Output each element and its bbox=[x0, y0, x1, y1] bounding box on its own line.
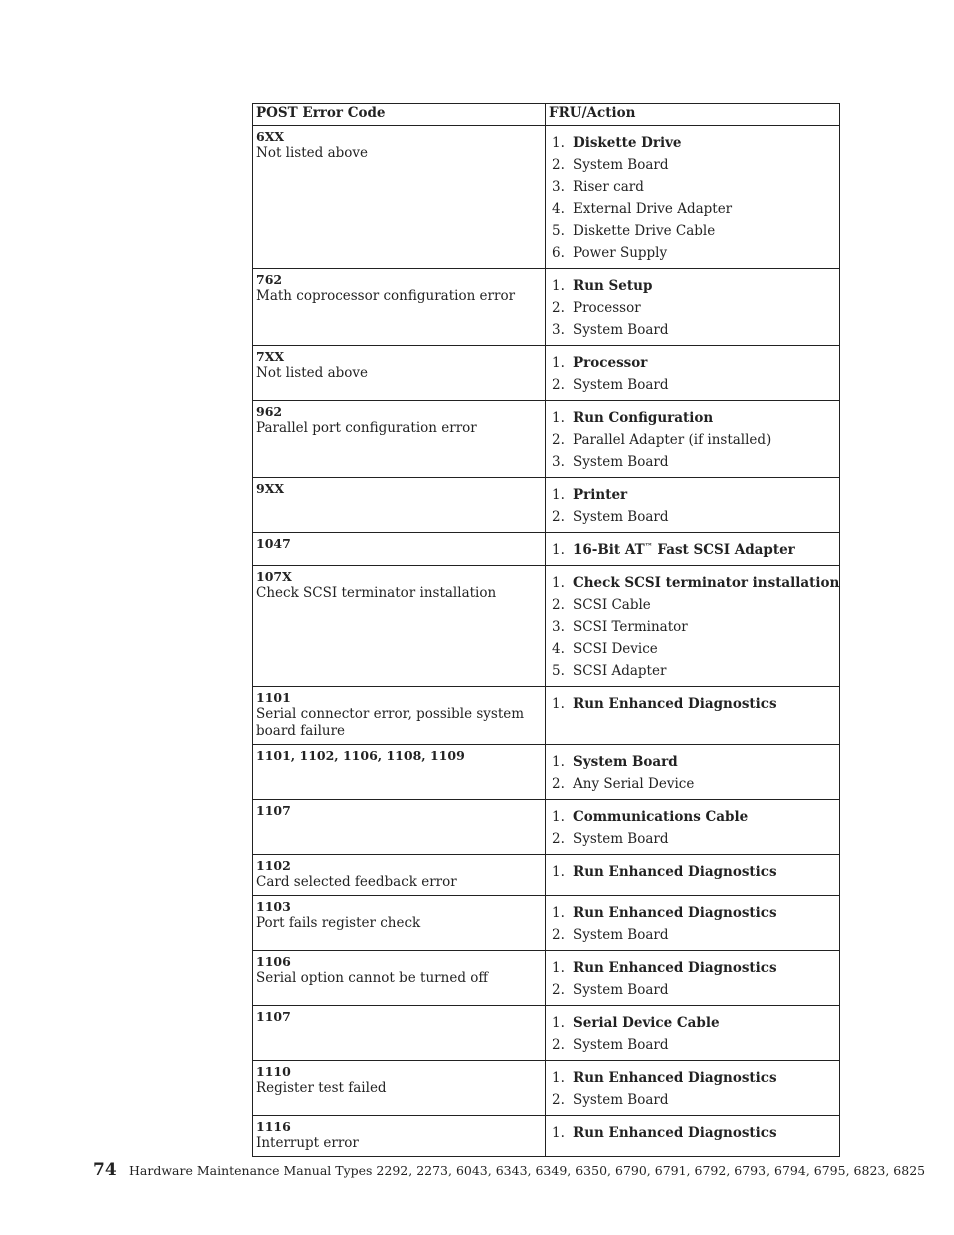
fru-action-cell bbox=[546, 745, 840, 800]
error-description: Check SCSI terminator installation bbox=[256, 585, 497, 601]
action-label: Run Enhanced Diagnostics bbox=[573, 960, 777, 976]
action-label: Diskette Drive Cable bbox=[573, 223, 716, 239]
error-description: Not listed above bbox=[256, 365, 369, 381]
page-number: 74 bbox=[93, 1160, 117, 1180]
error-code: 1110 bbox=[256, 1064, 291, 1079]
error-code: 762 bbox=[256, 272, 283, 287]
action-item bbox=[549, 407, 836, 429]
error-description: Serial connector error, possible system board failure bbox=[256, 706, 525, 739]
action-number: 1. bbox=[552, 278, 565, 294]
action-item bbox=[549, 1034, 836, 1056]
action-number: 1. bbox=[552, 355, 565, 371]
action-number: 2. bbox=[552, 1037, 565, 1053]
action-number: 1. bbox=[552, 135, 565, 151]
action-label: Processor bbox=[573, 355, 648, 371]
action-label: Processor bbox=[573, 300, 641, 316]
action-item bbox=[549, 242, 836, 264]
table-row bbox=[253, 533, 840, 566]
action-number: 1. bbox=[552, 960, 565, 976]
table-row bbox=[253, 800, 840, 855]
error-code-cell bbox=[253, 745, 546, 800]
action-item bbox=[549, 660, 836, 682]
footer-text: Hardware Maintenance Manual Types 2292, 2273, 6043, 6343, 6349, 6350, 6790, 6791, 6792, 6793, 6794, 6795, 6823, 6825 bbox=[129, 1163, 926, 1178]
fru-action-cell bbox=[546, 855, 840, 896]
error-code-cell bbox=[253, 1116, 546, 1157]
action-number: 4. bbox=[552, 641, 565, 657]
action-label: SCSI Cable bbox=[573, 597, 651, 613]
fru-action-cell bbox=[546, 566, 840, 687]
action-number: 3. bbox=[552, 179, 565, 195]
error-code: 1102 bbox=[256, 858, 291, 873]
action-item bbox=[549, 902, 836, 924]
action-number: 1. bbox=[552, 905, 565, 921]
action-item bbox=[549, 539, 836, 561]
action-label: Printer bbox=[573, 487, 628, 503]
action-number: 2. bbox=[552, 1092, 565, 1108]
action-label: Run Enhanced Diagnostics bbox=[573, 696, 777, 712]
action-label: Parallel Adapter (if installed) bbox=[573, 432, 772, 448]
action-number: 6. bbox=[552, 245, 565, 261]
error-code-cell bbox=[253, 951, 546, 1006]
fru-action-cell bbox=[546, 1116, 840, 1157]
table-row bbox=[253, 346, 840, 401]
action-item bbox=[549, 1122, 836, 1144]
action-item bbox=[549, 297, 836, 319]
action-label: System Board bbox=[573, 1092, 669, 1108]
error-code: 9XX bbox=[256, 481, 285, 496]
fru-action-cell bbox=[546, 800, 840, 855]
error-code-cell bbox=[253, 855, 546, 896]
table-row bbox=[253, 269, 840, 346]
action-number: 4. bbox=[552, 201, 565, 217]
action-item bbox=[549, 275, 836, 297]
fru-action-cell bbox=[546, 1006, 840, 1061]
error-code-cell bbox=[253, 126, 546, 269]
fru-action-cell bbox=[546, 533, 840, 566]
table-header-row bbox=[253, 104, 840, 126]
error-code: 1103 bbox=[256, 899, 291, 914]
fru-action-cell bbox=[546, 687, 840, 745]
action-number: 2. bbox=[552, 831, 565, 847]
action-number: 1. bbox=[552, 575, 565, 591]
error-code: 107X bbox=[256, 569, 292, 584]
error-description: Not listed above bbox=[256, 145, 369, 161]
action-list bbox=[549, 128, 836, 264]
action-label: System Board bbox=[573, 927, 669, 943]
action-label: System Board bbox=[573, 831, 669, 847]
action-label: Run Configuration bbox=[573, 410, 714, 426]
fru-action-cell bbox=[546, 1061, 840, 1116]
action-number: 2. bbox=[552, 432, 565, 448]
error-description: Port fails register check bbox=[256, 915, 421, 931]
action-item bbox=[549, 1089, 836, 1111]
fru-action-cell bbox=[546, 269, 840, 346]
action-number: 3. bbox=[552, 619, 565, 635]
action-label: System Board bbox=[573, 509, 669, 525]
action-label: System Board bbox=[573, 157, 669, 173]
action-number: 1. bbox=[552, 410, 565, 426]
action-label: SCSI Adapter bbox=[573, 663, 667, 679]
fru-action-cell bbox=[546, 126, 840, 269]
error-code-cell bbox=[253, 687, 546, 745]
action-label: Serial Device Cable bbox=[573, 1015, 720, 1031]
action-number: 1. bbox=[552, 696, 565, 712]
action-label: System Board bbox=[573, 377, 669, 393]
error-code-cell bbox=[253, 800, 546, 855]
action-item bbox=[549, 594, 836, 616]
error-code-cell bbox=[253, 346, 546, 401]
action-number: 2. bbox=[552, 509, 565, 525]
action-label: Any Serial Device bbox=[573, 776, 695, 792]
action-label: System Board bbox=[573, 982, 669, 998]
table-row bbox=[253, 1061, 840, 1116]
action-item bbox=[549, 751, 836, 773]
error-code: 1116 bbox=[256, 1119, 291, 1134]
table-row bbox=[253, 1006, 840, 1061]
table-row bbox=[253, 951, 840, 1006]
error-code: 1101 bbox=[256, 690, 291, 705]
error-description: Math coprocessor configuration error bbox=[256, 288, 516, 304]
error-code-cell bbox=[253, 1061, 546, 1116]
table-row bbox=[253, 478, 840, 533]
table-row bbox=[253, 855, 840, 896]
table-body bbox=[253, 126, 840, 1157]
action-item bbox=[549, 154, 836, 176]
error-code: 7XX bbox=[256, 349, 285, 364]
column-header-post-error-code: POST Error Code bbox=[253, 104, 546, 126]
action-item bbox=[549, 616, 836, 638]
action-number: 1. bbox=[552, 1125, 565, 1141]
fru-action-cell bbox=[546, 896, 840, 951]
action-label: SCSI Terminator bbox=[573, 619, 688, 635]
action-label: Communications Cable bbox=[573, 809, 749, 825]
action-list bbox=[549, 348, 836, 396]
action-item bbox=[549, 773, 836, 795]
action-item bbox=[549, 861, 836, 883]
table-row bbox=[253, 566, 840, 687]
action-label: System Board bbox=[573, 322, 669, 338]
error-code-cell bbox=[253, 478, 546, 533]
error-code-cell bbox=[253, 896, 546, 951]
fru-action-cell bbox=[546, 346, 840, 401]
action-item bbox=[549, 957, 836, 979]
action-item bbox=[549, 1067, 836, 1089]
action-label: External Drive Adapter bbox=[573, 201, 733, 217]
action-number: 2. bbox=[552, 157, 565, 173]
action-list bbox=[549, 271, 836, 341]
action-item bbox=[549, 638, 836, 660]
action-list bbox=[549, 403, 836, 473]
action-list bbox=[549, 953, 836, 1001]
action-number: 1. bbox=[552, 542, 565, 558]
action-item bbox=[549, 176, 836, 198]
error-code: 1107 bbox=[256, 803, 291, 818]
action-label: 16-Bit AT™ Fast SCSI Adapter bbox=[573, 541, 795, 558]
error-description: Interrupt error bbox=[256, 1135, 359, 1151]
action-number: 3. bbox=[552, 322, 565, 338]
action-label: System Board bbox=[573, 754, 678, 770]
action-label: SCSI Device bbox=[573, 641, 658, 657]
error-code-cell bbox=[253, 566, 546, 687]
table-row bbox=[253, 745, 840, 800]
error-code: 1106 bbox=[256, 954, 291, 969]
action-number: 2. bbox=[552, 377, 565, 393]
action-number: 1. bbox=[552, 809, 565, 825]
action-label: Power Supply bbox=[573, 245, 668, 261]
action-list bbox=[549, 802, 836, 850]
error-code: 6XX bbox=[256, 129, 285, 144]
action-number: 2. bbox=[552, 776, 565, 792]
error-code: 1047 bbox=[256, 536, 291, 551]
action-item bbox=[549, 1012, 836, 1034]
action-item bbox=[549, 319, 836, 341]
action-label: Riser card bbox=[573, 179, 644, 195]
error-code: 962 bbox=[256, 404, 283, 419]
action-list bbox=[549, 1118, 836, 1144]
error-code-cell bbox=[253, 533, 546, 566]
post-error-table bbox=[252, 103, 840, 1157]
error-code-cell bbox=[253, 401, 546, 478]
error-description: Register test failed bbox=[256, 1080, 387, 1096]
action-label: Run Enhanced Diagnostics bbox=[573, 864, 777, 880]
action-list bbox=[549, 747, 836, 795]
action-item bbox=[549, 220, 836, 242]
table-row bbox=[253, 126, 840, 269]
error-code-cell bbox=[253, 269, 546, 346]
action-number: 2. bbox=[552, 982, 565, 998]
action-item bbox=[549, 572, 840, 594]
action-item bbox=[549, 806, 836, 828]
action-list bbox=[549, 535, 836, 561]
page-footer bbox=[93, 1160, 926, 1180]
action-number: 1. bbox=[552, 1015, 565, 1031]
error-code-cell bbox=[253, 1006, 546, 1061]
column-header-fru-action: FRU/Action bbox=[546, 104, 840, 126]
action-list bbox=[549, 689, 836, 715]
action-item bbox=[549, 374, 836, 396]
action-number: 1. bbox=[552, 864, 565, 880]
action-item bbox=[549, 198, 836, 220]
action-label: Check SCSI terminator installation bbox=[573, 575, 840, 591]
action-item bbox=[549, 506, 836, 528]
action-number: 3. bbox=[552, 454, 565, 470]
action-item bbox=[549, 979, 836, 1001]
action-number: 2. bbox=[552, 300, 565, 316]
fru-action-cell bbox=[546, 401, 840, 478]
action-number: 1. bbox=[552, 487, 565, 503]
action-number: 5. bbox=[552, 663, 565, 679]
action-label: Run Enhanced Diagnostics bbox=[573, 1125, 777, 1141]
action-number: 1. bbox=[552, 754, 565, 770]
action-item bbox=[549, 924, 836, 946]
error-code: 1107 bbox=[256, 1009, 291, 1024]
action-list bbox=[549, 480, 836, 528]
error-description: Serial option cannot be turned off bbox=[256, 970, 488, 986]
table-row bbox=[253, 896, 840, 951]
action-item bbox=[549, 693, 836, 715]
action-label: System Board bbox=[573, 1037, 669, 1053]
error-code: 1101, 1102, 1106, 1108, 1109 bbox=[256, 748, 465, 763]
action-list bbox=[549, 1063, 836, 1111]
table-row bbox=[253, 1116, 840, 1157]
action-label: Diskette Drive bbox=[573, 135, 682, 151]
action-list bbox=[549, 857, 836, 883]
action-list bbox=[549, 568, 840, 682]
action-label: System Board bbox=[573, 454, 669, 470]
action-item bbox=[549, 484, 836, 506]
action-item bbox=[549, 429, 836, 451]
action-number: 1. bbox=[552, 1070, 565, 1086]
action-number: 2. bbox=[552, 597, 565, 613]
action-number: 5. bbox=[552, 223, 565, 239]
fru-action-cell bbox=[546, 478, 840, 533]
action-label: Run Setup bbox=[573, 278, 653, 294]
action-label: Run Enhanced Diagnostics bbox=[573, 905, 777, 921]
action-label: Run Enhanced Diagnostics bbox=[573, 1070, 777, 1086]
table-row bbox=[253, 687, 840, 745]
fru-action-cell bbox=[546, 951, 840, 1006]
action-item bbox=[549, 451, 836, 473]
action-list bbox=[549, 898, 836, 946]
action-item bbox=[549, 352, 836, 374]
action-list bbox=[549, 1008, 836, 1056]
action-number: 2. bbox=[552, 927, 565, 943]
error-description: Parallel port configuration error bbox=[256, 420, 477, 436]
action-item bbox=[549, 132, 836, 154]
action-item bbox=[549, 828, 836, 850]
table-row bbox=[253, 401, 840, 478]
error-description: Card selected feedback error bbox=[256, 874, 457, 890]
